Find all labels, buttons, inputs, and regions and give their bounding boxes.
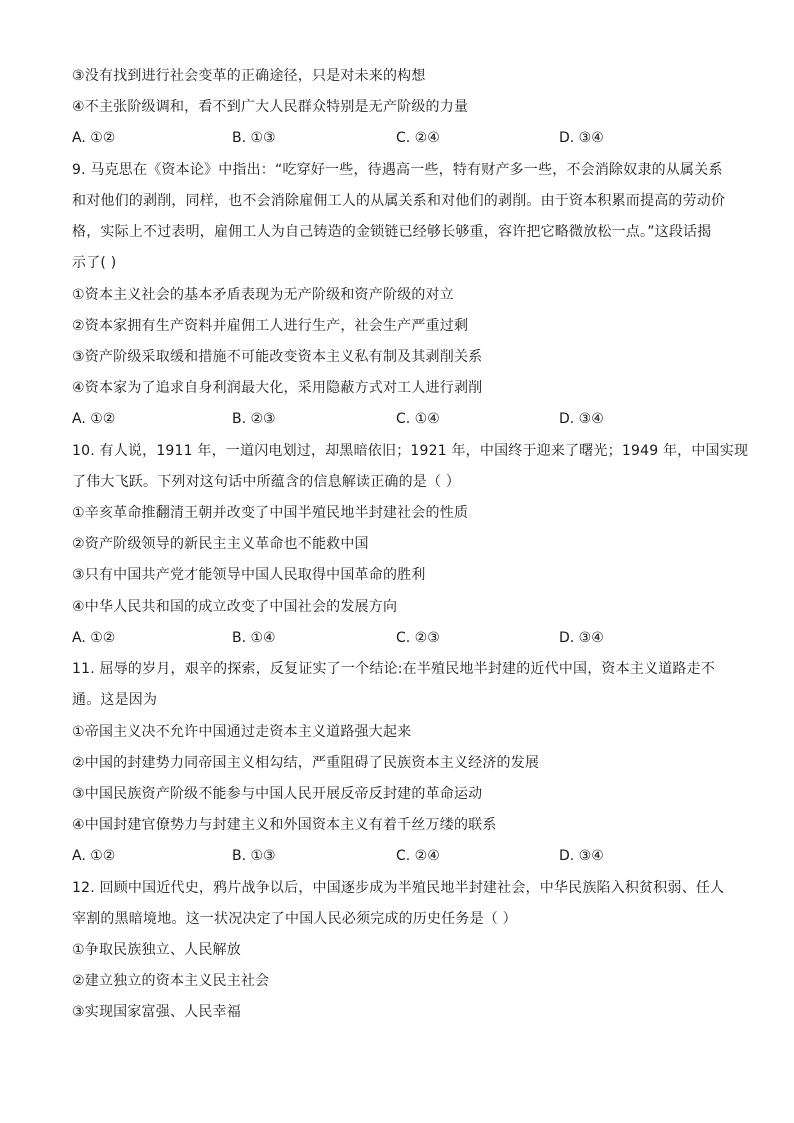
q12-stem-line-2: 宰割的黑暗境地。这一状况决定了中国人民必须完成的历史任务是（ ） <box>72 911 517 927</box>
q9-item-3: ③资产阶级采取缓和措施不可能改变资本主义私有制及其剥削关系 <box>72 349 483 365</box>
option-b: B. ①③ <box>232 848 276 864</box>
q11-item-2: ②中国的封建势力同帝国主义相勾结，严重阻碍了民族资本主义经济的发展 <box>72 755 540 771</box>
q12-item-3: ③实现国家富强、人民幸福 <box>72 1004 241 1020</box>
q11-options <box>72 846 732 866</box>
option-b: B. ①④ <box>232 630 276 646</box>
option-d: D. ③④ <box>559 630 604 646</box>
q10-stem-line-1: 10. 有人说，1911 年，一道闪电划过，却黑暗依旧；1921 年，中国终于迎来了曙光；1949 年，中国实现 <box>72 443 749 459</box>
q9-options <box>72 409 732 429</box>
q10-stem-line-2: 了伟大飞跃。下列对这句话中所蕴含的信息解读正确的是（ ） <box>72 474 461 490</box>
prev-question-item-3: ③没有找到进行社会变革的正确途径，只是对未来的构想 <box>72 68 426 84</box>
prev-question-options <box>72 128 732 148</box>
option-d: D. ③④ <box>559 411 604 427</box>
option-a: A. ①② <box>72 130 116 146</box>
q9-item-4: ④资本家为了追求自身利润最大化，采用隐蔽方式对工人进行剥削 <box>72 380 483 396</box>
q11-stem-line-1: 11. 屈辱的岁月，艰辛的探索，反复证实了一个结论:在半殖民地半封建的近代中国，资本主义道路走不 <box>72 661 716 677</box>
option-b: B. ①③ <box>232 130 276 146</box>
q10-item-4: ④中华人民共和国的成立改变了中国社会的发展方向 <box>72 599 398 615</box>
q11-item-4: ④中国封建官僚势力与封建主义和外国资本主义有着千丝万缕的联系 <box>72 817 497 833</box>
option-a: A. ①② <box>72 630 116 646</box>
q11-stem-line-2: 通。这是因为 <box>72 692 158 708</box>
q9-stem-line-3: 格，实际上不过表明，雇佣工人为自己铸造的金锁链已经够长够重，容许把它略微放松一点。”这段话揭 <box>72 224 712 240</box>
q10-options <box>72 628 732 648</box>
q9-item-2: ②资本家拥有生产资料并雇佣工人进行生产，社会生产严重过剩 <box>72 318 469 334</box>
q9-item-1: ①资本主义社会的基本矛盾表现为无产阶级和资产阶级的对立 <box>72 287 454 303</box>
q10-item-3: ③只有中国共产党才能领导中国人民取得中国革命的胜利 <box>72 567 426 583</box>
prev-question-item-4: ④不主张阶级调和，看不到广大人民群众特别是无产阶级的力量 <box>72 99 469 115</box>
option-a: A. ①② <box>72 848 116 864</box>
q10-item-1: ①辛亥革命推翻清王朝并改变了中国半殖民地半封建社会的性质 <box>72 505 469 521</box>
option-d: D. ③④ <box>559 848 604 864</box>
q9-stem-line-1: 9. 马克思在《资本论》中指出：“吃穿好一些，待遇高一些，特有财产多一些，不会消除奴隶的从属关系 <box>72 162 723 178</box>
option-c: C. ②③ <box>396 630 440 646</box>
q10-item-2: ②资产阶级领导的新民主主义革命也不能救中国 <box>72 536 369 552</box>
q9-stem-line-4: 示了( ) <box>72 255 117 271</box>
option-c: C. ①④ <box>396 411 440 427</box>
q11-item-3: ③中国民族资产阶级不能参与中国人民开展反帝反封建的革命运动 <box>72 786 483 802</box>
q12-item-1: ①争取民族独立、人民解放 <box>72 942 241 958</box>
option-c: C. ②④ <box>396 130 440 146</box>
q9-stem-line-2: 和对他们的剥削，同样，也不会消除雇佣工人的从属关系和对他们的剥削。由于资本积累而提高的劳动价 <box>72 193 726 209</box>
option-d: D. ③④ <box>559 130 604 146</box>
option-c: C. ②④ <box>396 848 440 864</box>
q12-stem-line-1: 12. 回顾中国近代史，鸦片战争以后，中国逐步成为半殖民地半封建社会，中华民族陷入积贫积弱、任人 <box>72 880 725 896</box>
option-a: A. ①② <box>72 411 116 427</box>
q11-item-1: ①帝国主义决不允许中国通过走资本主义道路强大起来 <box>72 724 412 740</box>
q12-item-2: ②建立独立的资本主义民主社会 <box>72 973 270 989</box>
option-b: B. ②③ <box>232 411 276 427</box>
